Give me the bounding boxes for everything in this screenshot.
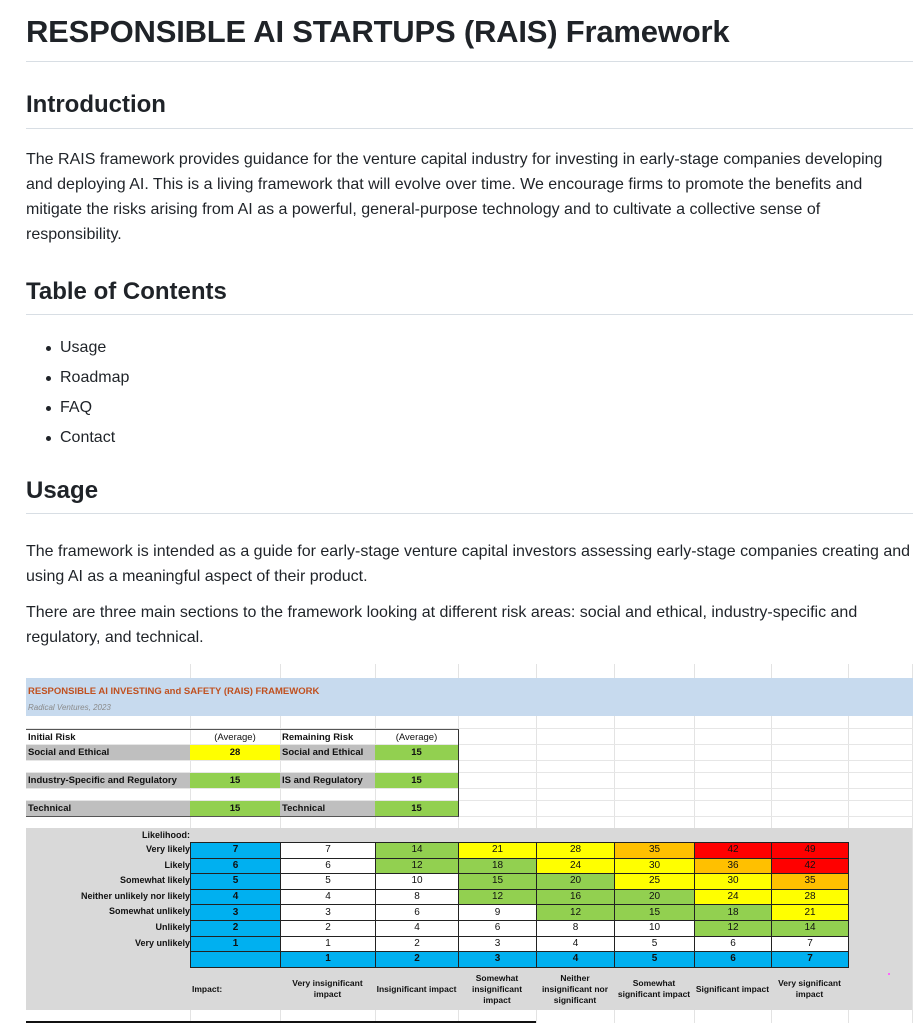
likelihood-label: Neither unlikely nor likely	[80, 890, 190, 901]
toc-list	[26, 333, 129, 453]
impact-score: 6	[695, 952, 772, 968]
impact-label: Somewhat insignificant impact	[471, 972, 523, 1005]
risk-score-cell: 4	[376, 920, 459, 936]
risk-score-cell: 12	[695, 920, 772, 936]
risk-score-cell: 3	[459, 936, 537, 952]
likelihood-header: Likelihood:	[142, 830, 190, 840]
impact-score: 4	[537, 952, 615, 968]
title-divider	[26, 61, 913, 62]
likelihood-score: 2	[191, 920, 281, 936]
toc-item-contact[interactable]: Contact	[60, 423, 129, 453]
impact-label: Insignificant impact	[376, 983, 457, 994]
likelihood-label: Somewhat likely	[119, 875, 190, 886]
summary-header-average: (Average)	[214, 732, 256, 743]
risk-score-cell: 14	[772, 920, 849, 936]
axis-corner-cell	[191, 952, 281, 968]
usage-paragraph-2: There are three main sections to the framework looking at different risk areas: social and ethical, industry-specific and regulatory, and technical.	[26, 604, 858, 646]
risk-score-cell: 12	[537, 905, 615, 921]
toc-item-usage[interactable]: Usage	[60, 333, 129, 363]
spreadsheet-subtitle: Radical Ventures, 2023	[28, 703, 111, 712]
likelihood-label: Unlikely	[155, 922, 190, 932]
risk-score-cell: 7	[772, 936, 849, 952]
likelihood-score: 6	[191, 858, 281, 874]
heading-usage: Usage	[26, 477, 99, 504]
impact-label: Significant impact	[695, 983, 770, 994]
risk-score-cell: 35	[615, 843, 695, 859]
usage-paragraph-1: The framework is intended as a guide for early-stage venture capital investors assessing early-stage companies creating and using AI as a meaningful aspect of their product.	[26, 543, 911, 585]
risk-score-cell: 4	[537, 936, 615, 952]
summary-remaining-label: Social and Ethical	[280, 745, 375, 760]
toc-divider	[26, 314, 913, 315]
risk-score-cell: 21	[459, 843, 537, 859]
risk-score-cell: 28	[537, 843, 615, 859]
risk-score-cell: 24	[695, 889, 772, 905]
impact-scores-row	[191, 952, 849, 968]
risk-score-cell: 24	[537, 858, 615, 874]
risk-score-cell: 30	[695, 874, 772, 890]
risk-score-cell: 10	[376, 874, 459, 890]
heading-introduction: Introduction	[26, 91, 166, 118]
summary-remaining-label: Technical	[280, 801, 375, 816]
impact-score: 7	[772, 952, 849, 968]
risk-score-cell: 12	[459, 889, 537, 905]
stray-pixel	[888, 973, 890, 975]
risk-score-cell: 14	[376, 843, 459, 859]
risk-score-cell: 2	[281, 920, 376, 936]
likelihood-score: 5	[191, 874, 281, 890]
summary-initial-value: 15	[190, 801, 280, 816]
likelihood-label: Somewhat unlikely	[108, 906, 190, 917]
gridline	[912, 664, 913, 1023]
rais-framework-spreadsheet-image	[26, 664, 922, 1023]
spreadsheet-banner	[26, 678, 913, 716]
risk-score-cell: 3	[281, 905, 376, 921]
summary-remaining-value: 15	[375, 773, 458, 788]
impact-score: 2	[376, 952, 459, 968]
risk-score-cell: 6	[695, 936, 772, 952]
summary-remaining-value: 15	[375, 745, 458, 760]
risk-score-cell: 21	[772, 905, 849, 921]
risk-matrix-grid	[190, 842, 849, 968]
risk-score-cell: 1	[281, 936, 376, 952]
risk-score-cell: 5	[281, 874, 376, 890]
risk-score-cell: 15	[615, 905, 695, 921]
risk-score-cell: 8	[537, 920, 615, 936]
risk-score-cell: 16	[537, 889, 615, 905]
risk-score-cell: 9	[459, 905, 537, 921]
likelihood-score: 7	[191, 843, 281, 859]
risk-score-cell: 49	[772, 843, 849, 859]
risk-score-cell: 12	[376, 858, 459, 874]
summary-initial-label: Industry-Specific and Regulatory	[26, 773, 190, 788]
summary-initial-value: 15	[190, 773, 280, 788]
summary-initial-label: Technical	[26, 801, 190, 816]
matrix-row	[191, 874, 849, 890]
usage-divider	[26, 513, 913, 514]
heading-table-of-contents: Table of Contents	[26, 278, 227, 305]
impact-header: Impact:	[192, 983, 223, 994]
toc-item-roadmap[interactable]: Roadmap	[60, 363, 129, 393]
page-title: RESPONSIBLE AI STARTUPS (RAIS) Framework	[26, 14, 730, 49]
likelihood-score: 3	[191, 905, 281, 921]
summary-header-initial-risk: Initial Risk	[28, 732, 76, 743]
spreadsheet-title: RESPONSIBLE AI INVESTING and SAFETY (RAIS) FRAMEWORK	[28, 686, 320, 697]
risk-score-cell: 15	[459, 874, 537, 890]
matrix-row	[191, 905, 849, 921]
risk-score-cell: 36	[695, 858, 772, 874]
likelihood-label: Very unlikely	[134, 937, 190, 948]
impact-label: Somewhat significant impact	[617, 978, 691, 999]
introduction-paragraph: The RAIS framework provides guidance for the venture capital industry for investing in early-stage companies developing and deploying AI. This is a living framework that will evolve over time. We encourage firms to promote the benefits and mitigate the risks arising from AI as a powerful, general-purpose technology and to cultivate a collective sense of responsibility.	[26, 151, 883, 243]
toc-item-faq[interactable]: FAQ	[60, 393, 129, 423]
risk-score-cell: 30	[615, 858, 695, 874]
likelihood-label: Very likely	[145, 844, 190, 854]
risk-score-cell: 42	[772, 858, 849, 874]
impact-label: Very significant impact	[778, 978, 841, 999]
summary-remaining-value: 15	[375, 801, 458, 816]
risk-score-cell: 20	[537, 874, 615, 890]
risk-score-cell: 4	[281, 889, 376, 905]
impact-score: 1	[281, 952, 376, 968]
likelihood-label: Likely	[164, 859, 190, 870]
likelihood-score: 4	[191, 889, 281, 905]
risk-score-cell: 8	[376, 889, 459, 905]
risk-score-cell: 20	[615, 889, 695, 905]
risk-score-cell: 42	[695, 843, 772, 859]
summary-initial-label: Social and Ethical	[26, 745, 190, 760]
impact-label: Neither insignificant nor significant	[541, 972, 609, 1005]
risk-score-cell: 18	[695, 905, 772, 921]
matrix-row	[191, 936, 849, 952]
risk-score-cell: 35	[772, 874, 849, 890]
summary-initial-value: 28	[190, 745, 280, 760]
impact-score: 5	[615, 952, 695, 968]
summary-header-remaining-risk: Remaining Risk	[282, 732, 354, 743]
summary-header-average: (Average)	[395, 732, 438, 743]
matrix-row	[191, 920, 849, 936]
risk-score-cell: 6	[459, 920, 537, 936]
risk-score-cell: 6	[281, 858, 376, 874]
introduction-divider	[26, 128, 913, 129]
matrix-row	[191, 858, 849, 874]
risk-score-cell: 7	[281, 843, 376, 859]
impact-label: Very insignificant impact	[292, 978, 363, 999]
risk-summary-table	[26, 729, 459, 817]
matrix-row	[191, 889, 849, 905]
risk-score-cell: 18	[459, 858, 537, 874]
risk-score-cell: 10	[615, 920, 695, 936]
impact-score: 3	[459, 952, 537, 968]
risk-score-cell: 2	[376, 936, 459, 952]
risk-score-cell: 6	[376, 905, 459, 921]
risk-score-cell: 5	[615, 936, 695, 952]
matrix-row	[191, 843, 849, 859]
summary-remaining-label: IS and Regulatory	[280, 773, 375, 788]
risk-score-cell: 28	[772, 889, 849, 905]
likelihood-score: 1	[191, 936, 281, 952]
risk-score-cell: 25	[615, 874, 695, 890]
